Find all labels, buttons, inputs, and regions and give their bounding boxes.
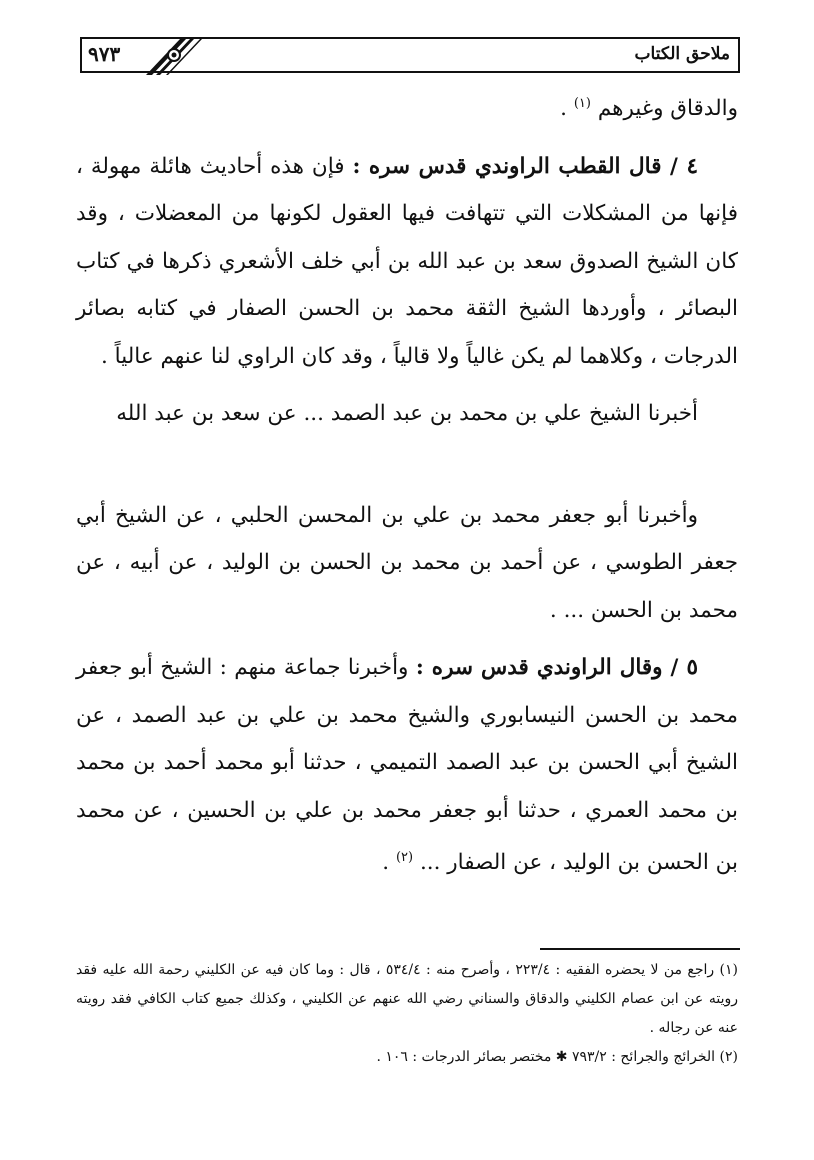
footnote-ref: (١) (573, 96, 591, 111)
paragraph-lead: ٤ / قال القطب الراوندي قدس سره : (352, 153, 698, 179)
text-line: والدقاق وغيرهم (597, 96, 738, 122)
main-text (76, 80, 738, 897)
page-number: ٩٧٣ (88, 42, 121, 66)
footnotes (76, 956, 738, 1072)
paragraph-lead: ٥ / وقال الراوندي قدس سره : (415, 655, 699, 681)
paragraph: ٥ / وقال الراوندي قدس سره : وأخبرنا جماعة منهم : الشيخ أبو جعفر محمد بن الحسن النيسابوري والشيخ محمد بن علي بن عبد الصمد ، عن الشيخ أبي الحسن بن عبد الصمد التميمي ، حدثنا أبو محمد أحمد بن محمد بن محمد العمري ، حدثنا أبو جعفر محمد بن علي بن الحسين ، عن محمد بن الحسن بن الوليد ، عن الصفار ... $^{(٢)}$ . (76, 655, 738, 876)
spacer (76, 448, 738, 492)
footnote: (١) راجع من لا يحضره الفقيه : ٢٢٣/٤ ، وأصرح منه : ٥٣٤/٤ ، قال : وما كان فيه عن الكليني رحمة الله عليه فقد رويته عن ابن عصام الكليني والدقاق والسناني رضي الله عنهم عن الكليني ، وكذلك جميع كتاب الكافي فقد رويته عنه عن رجاله . (76, 962, 739, 1036)
footnote-divider (540, 948, 740, 950)
paragraph-text: وأخبرنا أبو جعفر محمد بن علي بن المحسن الحلبي ، عن الشيخ أبي جعفر الطوسي ، عن أحمد بن محمد بن الحسن بن الوليد ، عن أبيه ، عن محمد بن الحسن ... . (76, 502, 738, 623)
footnote-ref: (٢) (395, 850, 414, 866)
paragraph (76, 492, 738, 635)
footnote: (٢) الخرائج والجرائح : ٧٩٣/٢ ✱ مختصر بصائر الدرجات : ١٠٦ . (376, 1049, 738, 1065)
paragraph-text: فإن هذه أحاديث هائلة مهولة ، فإنها من المشكلات التي تتهافت فيها العقول لكونها من المعضلات ، وقد كان الشيخ الصدوق سعد بن عبد الله بن أبي خلف الأشعري ذكرها في كتاب البصائر ، وأوردها الشيخ الثقة محمد بن الحسن الصفار في كتابه بصائر الدرجات ، وكلاهما لم يكن غالياً ولا قالياً ، وقد كان الراوي لنا عنهم عالياً . (76, 153, 738, 369)
paragraph-text: أخبرنا الشيخ علي بن محمد بن عبد الصمد ... عن سعد بن عبد الله (116, 401, 698, 427)
page-header (80, 37, 740, 73)
ornament-icon (140, 35, 220, 77)
running-title: ملاحق الكتاب (634, 44, 730, 64)
paragraph (76, 143, 738, 381)
paragraph (76, 390, 738, 438)
paragraph-text: وأخبرنا جماعة منهم : الشيخ أبو جعفر محمد بن الحسن النيسابوري والشيخ محمد بن علي بن عبد الصمد ، عن الشيخ أبي الحسن بن عبد الصمد التميمي ، حدثنا أبو محمد أحمد بن محمد بن محمد العمري ، حدثنا أبو جعفر محمد بن علي بن الحسين ، عن محمد بن الحسن بن الوليد ، عن الصفار ... (76, 655, 738, 876)
paragraph: والدقاق وغيرهم $^{(١)}$ . (560, 96, 738, 122)
